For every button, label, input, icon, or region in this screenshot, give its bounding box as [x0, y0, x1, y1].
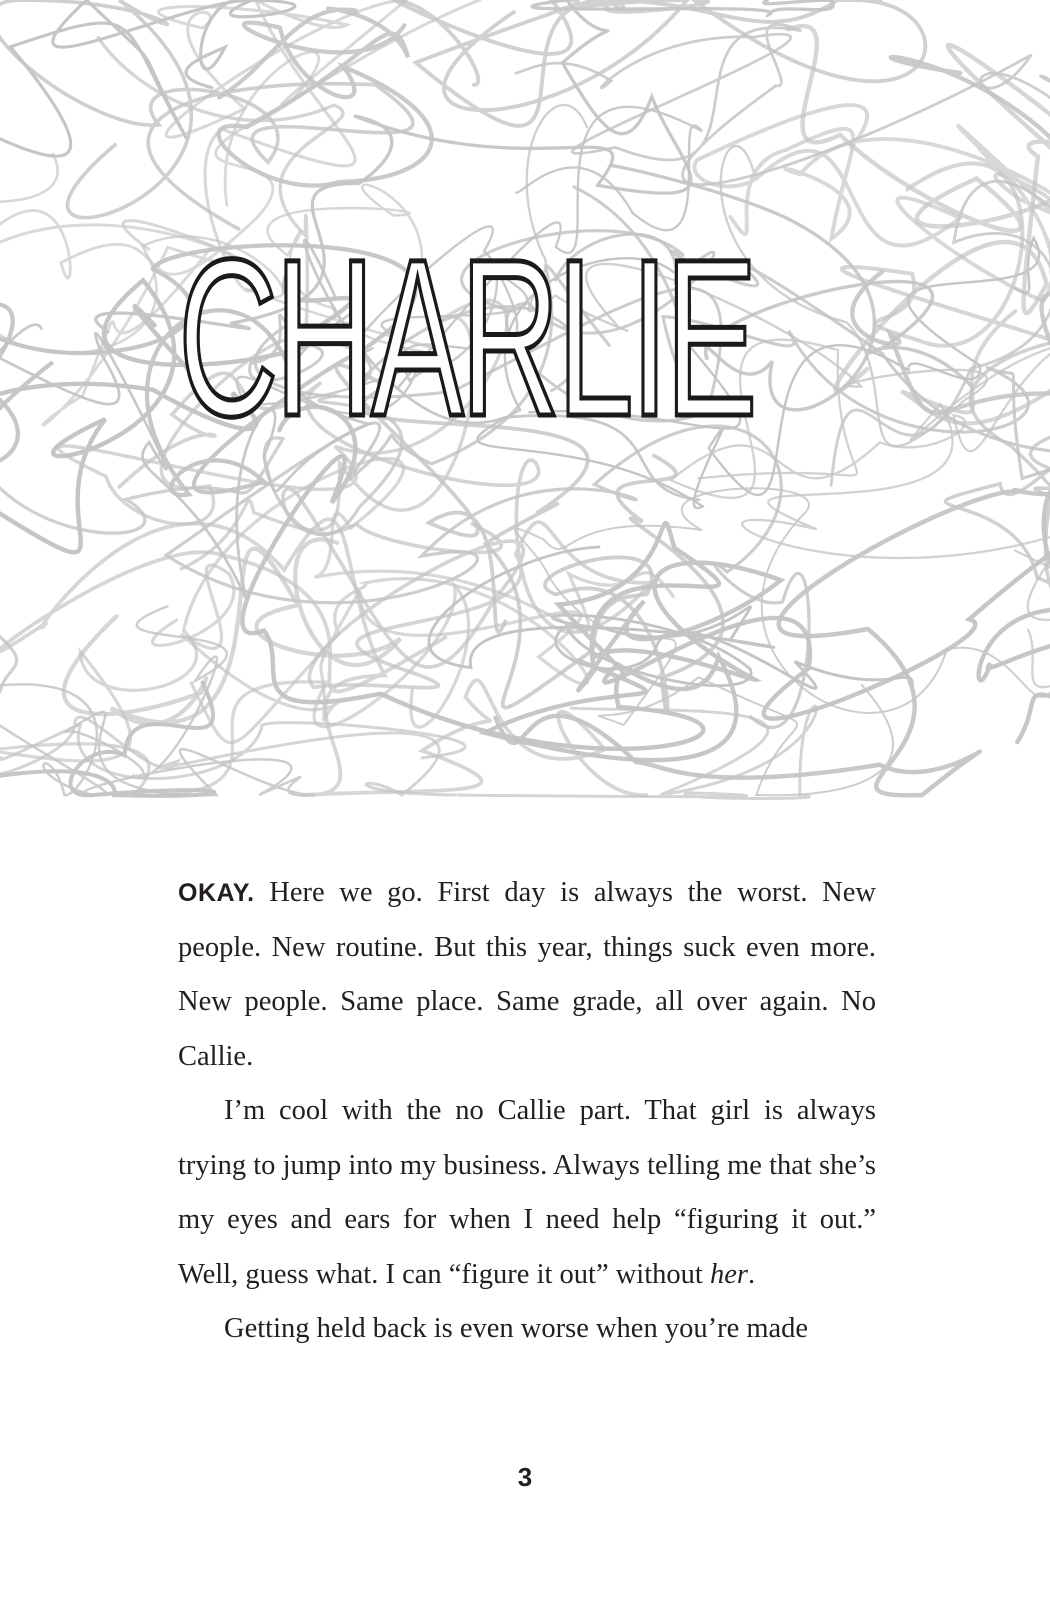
paragraph-1-text: Here we go. First day is always the worst. New people. New routine. But this year, things suck even more. New people. Same place. Same grade, all over again. No Callie.: [178, 877, 876, 1072]
paragraph-2-end: .: [747, 1258, 756, 1290]
lead-in: OKAY.: [178, 879, 255, 907]
scribble-stroke: [788, 26, 1050, 391]
paragraph-2-emphasis: her: [709, 1258, 748, 1290]
paragraph-3-text: Getting held back is even worse when you’re made: [224, 1313, 809, 1344]
body-text: [178, 866, 876, 1357]
page-number: 3: [517, 1462, 533, 1492]
paragraph-2: [178, 1084, 876, 1302]
paragraph-2-text: I’m cool with the no Callie part. That girl is always trying to jump into my business. Always telling me that she’s my eyes and ears for when I need help “figuring it out.” Well, guess what. I can “figure it out” without: [178, 1095, 876, 1290]
paragraph-1: [178, 866, 876, 1084]
chapter-title: CHARLIE: [178, 213, 754, 463]
paragraph-3: [178, 1302, 876, 1357]
